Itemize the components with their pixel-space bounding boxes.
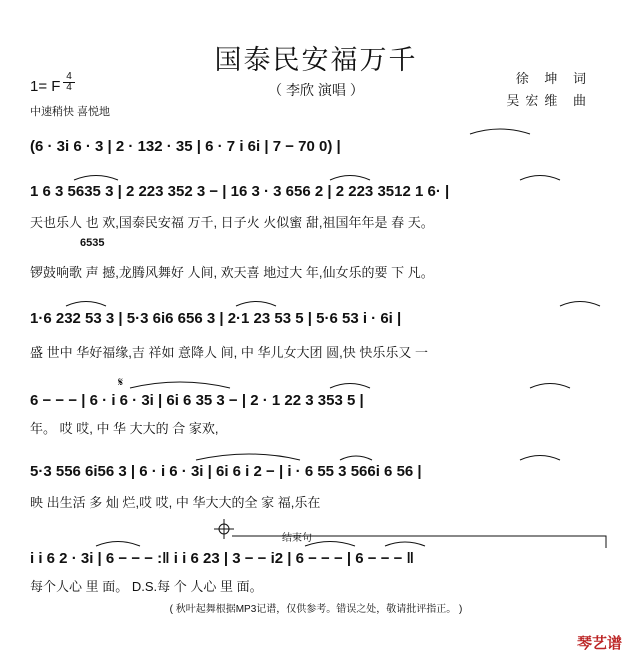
lyricist: 徐 坤 词 bbox=[515, 71, 592, 86]
transcription-note: ( 秋叶起舞根据MP3记谱，仅供参考。错误之处，敬请批评指正。 ) bbox=[169, 604, 463, 615]
song-title: 国泰民安福万千 bbox=[214, 45, 418, 75]
segno-icon: 𝄋 bbox=[118, 375, 124, 389]
score-line-5-notes: 5·3 556 6i56 3 | 6 · i 6 · 3i | 6i 6 i 2 − | i · 6 55 3 566i 6 56 | bbox=[30, 463, 422, 480]
score-line-5-lyric: 映 出生活 多 灿 烂,哎 哎, 中 华大大的全 家 福,乐在 bbox=[30, 495, 321, 510]
slur-line-5a bbox=[196, 454, 300, 460]
score-line-6-lyric: 每个人心 里 面。 D.S.每 个 人心 里 面。 bbox=[30, 579, 263, 594]
slur-line-2c bbox=[520, 176, 560, 181]
score-line-3-lyric: 盛 世中 华好福缘,吉 祥如 意降人 间, 中 华儿女大团 圆,快 快乐乐又 一 bbox=[30, 345, 428, 360]
slur-line-4a bbox=[130, 382, 230, 388]
slur-line-5c bbox=[520, 456, 560, 461]
slur-line-3c bbox=[560, 302, 600, 307]
score-line-2-lyric-verse-2: 锣鼓响歌 声 撼,龙腾风舞好 人间, 欢天喜 地过大 年,仙女乐的要 下 凡。 bbox=[30, 265, 434, 280]
brand-watermark: 琴艺谱 bbox=[576, 635, 622, 652]
score-line-2-notes: 1 6 3 5635 3 | 2 223 352 3 − | 16 3 · 3 656 2 | 2 223 3512 1 6· | bbox=[30, 183, 450, 200]
slur-line-6a bbox=[96, 542, 140, 547]
tempo-marking: 中速稍快 喜悦地 bbox=[30, 106, 111, 118]
slur-line-6b bbox=[305, 542, 355, 547]
slur-line-4b bbox=[330, 384, 370, 389]
score-line-6-notes: i i 6 2 · 3i | 6 − − − :‖ i i 6 23 | 3 − − i2 | 6 − − − | 6 − − − ‖ bbox=[30, 550, 415, 567]
coda-label: 结束句 bbox=[282, 533, 312, 544]
pickup-notes: 6535 bbox=[80, 237, 105, 249]
score-line-1-notes: (6 · 3i 6 · 3 | 2 · 132 · 35 | 6 · 7 i 6i | 7 − 70 0) | bbox=[30, 138, 341, 155]
slur-line-3b bbox=[236, 302, 276, 307]
slur-line-2a bbox=[74, 176, 118, 181]
score-line-2-lyric: 天也乐人 也 欢,国泰民安福 万千, 日子火 火似蜜 甜,祖国年年是 春 天。 bbox=[30, 215, 434, 230]
slur-line-6c bbox=[385, 542, 425, 546]
coda-bracket bbox=[232, 536, 606, 548]
score-line-4-notes: 6 − − − | 6 · i 6 · 3i | 6i 6 35 3 − | 2 · 1 22 3 353 5 | bbox=[30, 392, 364, 409]
singer-credit: （ 李欣 演唱 ） bbox=[268, 82, 364, 98]
slur-line-5b bbox=[340, 456, 372, 460]
score-line-3-notes: 1·6 232 53 3 | 5·3 6i6 656 3 | 2·1 23 53 5 | 5·6 53 i · 6i | bbox=[30, 310, 402, 327]
composer: 吴宏维 曲 bbox=[506, 93, 592, 108]
time-signature-top: 4 bbox=[66, 71, 72, 82]
time-signature-bottom: 4 bbox=[63, 82, 75, 93]
slur-line-3a bbox=[66, 302, 106, 307]
slur-line-4c bbox=[530, 384, 570, 389]
key-signature: 1= F bbox=[30, 78, 61, 95]
slur-line-2b bbox=[330, 176, 370, 181]
score-line-4-lyric: 年。 哎 哎, 中 华 大大的 合 家欢, bbox=[30, 421, 219, 436]
slur-line-1 bbox=[470, 129, 530, 134]
